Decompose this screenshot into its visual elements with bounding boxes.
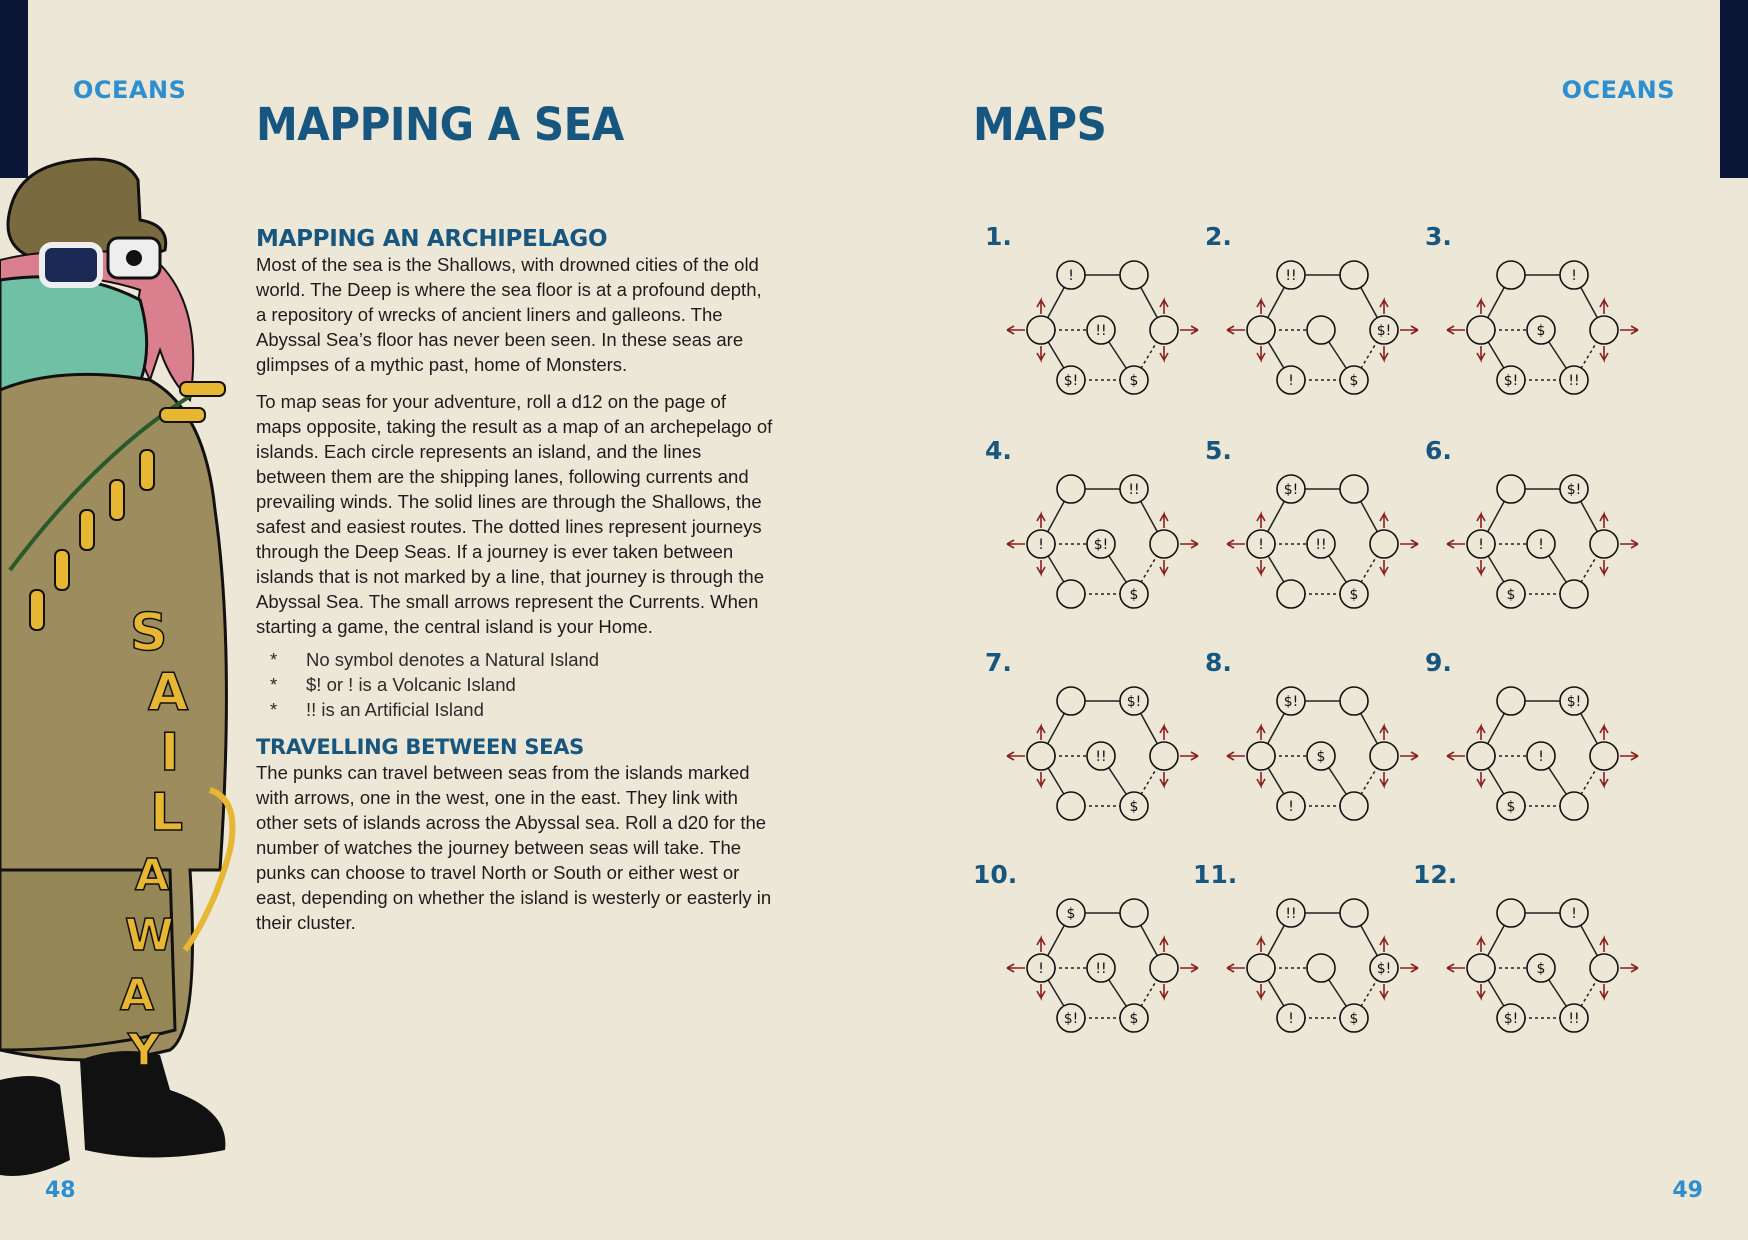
island-symbol: !	[1571, 268, 1577, 284]
map-number-label: 12.	[1413, 860, 1458, 889]
map-number-label: 4.	[985, 436, 1012, 465]
island-symbol: $!	[1126, 694, 1142, 710]
archipelago-map	[1001, 888, 1201, 1048]
island-symbol: !!	[1315, 537, 1327, 553]
island-symbol: $!	[1566, 694, 1582, 710]
map-number-label: 5.	[1205, 436, 1232, 465]
legend-item: * No symbol denotes a Natural Island	[270, 649, 600, 670]
island-symbol: !!	[1568, 373, 1580, 389]
island-symbol: $	[1316, 749, 1326, 765]
island-symbol: !!	[1095, 961, 1107, 977]
island-symbol: !!	[1568, 1011, 1580, 1027]
island-node	[1150, 954, 1178, 982]
island-symbol: !!	[1128, 482, 1140, 498]
island-symbol: $!	[1503, 1011, 1519, 1027]
island-symbol: !	[1538, 749, 1544, 765]
island-node	[1277, 580, 1305, 608]
island-symbol: !!	[1285, 906, 1297, 922]
legend-item: * !! is an Artificial Island	[270, 699, 484, 720]
island-symbol: $	[1129, 587, 1139, 603]
island-symbol: $	[1536, 323, 1546, 339]
island-symbol: $!	[1063, 373, 1079, 389]
island-node	[1120, 899, 1148, 927]
island-symbol: !	[1538, 537, 1544, 553]
archipelago-map	[1221, 464, 1421, 624]
archipelago-map	[1441, 250, 1641, 410]
archipelago-map	[1221, 888, 1421, 1048]
island-node	[1590, 742, 1618, 770]
island-symbol: $!	[1566, 482, 1582, 498]
paragraph-travelling: The punks can travel between seas from the islands marked with arrows, one in the west, one in the east. They link with other sets of islands across the Abyssal sea. Roll a d20 for the number of watches the journey between seas will take. The punks can choose to travel North or South or either west or east, depending on whether the island is westerly or easterly in their cluster.	[256, 762, 772, 933]
island-node	[1497, 261, 1525, 289]
island-node	[1057, 475, 1085, 503]
island-node	[1497, 687, 1525, 715]
svg-text:A: A	[120, 970, 155, 1021]
island-node	[1247, 316, 1275, 344]
illustration-text-s: S	[130, 603, 168, 663]
island-symbol: $!	[1283, 694, 1299, 710]
section-heading-archipelago: MAPPING AN ARCHIPELAGO	[256, 226, 608, 252]
island-node	[1307, 316, 1335, 344]
archipelago-map	[1441, 888, 1641, 1048]
island-symbol: $!	[1283, 482, 1299, 498]
island-symbol: !	[1478, 537, 1484, 553]
island-node	[1467, 742, 1495, 770]
island-node	[1247, 742, 1275, 770]
island-node	[1340, 792, 1368, 820]
archipelago-map	[1001, 464, 1201, 624]
island-node	[1150, 316, 1178, 344]
island-symbol: $!	[1093, 537, 1109, 553]
archipelago-map	[1001, 250, 1201, 410]
island-symbol: $	[1506, 799, 1516, 815]
island-symbol: $!	[1063, 1011, 1079, 1027]
island-type-legend	[270, 647, 776, 722]
island-symbol: !!	[1095, 749, 1107, 765]
island-node	[1150, 742, 1178, 770]
right-page-title: MAPS	[973, 98, 1107, 151]
archipelago-map	[1441, 676, 1641, 836]
island-node	[1467, 316, 1495, 344]
island-symbol: $!	[1376, 961, 1392, 977]
island-node	[1057, 792, 1085, 820]
island-node	[1467, 954, 1495, 982]
island-node	[1027, 742, 1055, 770]
map-number-label: 7.	[985, 648, 1012, 677]
island-symbol: $!	[1503, 373, 1519, 389]
island-symbol: !!	[1285, 268, 1297, 284]
island-symbol: !	[1571, 906, 1577, 922]
legend-item: * $! or ! is a Volcanic Island	[270, 674, 516, 695]
left-page-number: 48	[45, 1178, 76, 1203]
island-node	[1307, 954, 1335, 982]
svg-text:L: L	[150, 783, 184, 843]
archipelago-map	[1001, 676, 1201, 836]
island-node	[1560, 792, 1588, 820]
section-heading-travelling: TRAVELLING BETWEEN SEAS	[256, 735, 584, 759]
right-page-number: 49	[1672, 1178, 1703, 1203]
island-node	[1497, 475, 1525, 503]
island-node	[1590, 316, 1618, 344]
svg-text:A: A	[148, 663, 189, 723]
map-number-label: 3.	[1425, 222, 1452, 251]
island-node	[1340, 899, 1368, 927]
island-node	[1057, 580, 1085, 608]
svg-text:A: A	[135, 850, 170, 901]
right-running-head: OCEANS	[1561, 76, 1675, 104]
map-number-label: 9.	[1425, 648, 1452, 677]
island-symbol: !!	[1095, 323, 1107, 339]
island-symbol: $	[1129, 799, 1139, 815]
island-symbol: $	[1349, 1011, 1359, 1027]
island-node	[1057, 687, 1085, 715]
island-node	[1370, 742, 1398, 770]
punk-character-illustration	[0, 150, 240, 1200]
island-symbol: !	[1038, 537, 1044, 553]
island-symbol: $	[1349, 587, 1359, 603]
island-node	[1247, 954, 1275, 982]
island-symbol: !	[1258, 537, 1264, 553]
map-number-label: 11.	[1193, 860, 1238, 889]
svg-text:Y: Y	[128, 1025, 160, 1076]
island-node	[1027, 316, 1055, 344]
paragraph-mapping: To map seas for your adventure, roll a d12 on the page of maps opposite, taking the result as a map of an archepelago of islands. Each circle represents an island, and the lines between them are the shipping lanes, following currents and prevailing winds. The solid lines are through the Shallows, the safest and easiest routes. The dotted lines represent journeys through the Deep Seas. If a journey is ever taken between islands that is not marked by a line, that journey is through the Abyssal Sea. The small arrows represent the Currents. When starting a game, the central island is your Home.	[256, 391, 773, 637]
island-symbol: $	[1066, 906, 1076, 922]
island-symbol: !	[1288, 1011, 1294, 1027]
left-running-head: OCEANS	[73, 76, 187, 104]
right-corner-bar	[1720, 0, 1748, 178]
island-symbol: !	[1068, 268, 1074, 284]
island-symbol: $!	[1376, 323, 1392, 339]
island-node	[1497, 899, 1525, 927]
island-symbol: $	[1349, 373, 1359, 389]
map-number-label: 8.	[1205, 648, 1232, 677]
left-page-title: MAPPING A SEA	[256, 98, 624, 151]
map-number-label: 6.	[1425, 436, 1452, 465]
island-symbol: $	[1536, 961, 1546, 977]
island-node	[1120, 261, 1148, 289]
island-node	[1590, 530, 1618, 558]
paragraph-seas: Most of the sea is the Shallows, with drowned cities of the old world. The Deep is where the sea floor is at a profound depth, a repository of wrecks of ancient liners and galleons. The Abyssal Sea’s floor has never been seen. In these seas are glimpses of a mythic past, home of Monsters.	[256, 254, 762, 375]
island-symbol: !	[1288, 373, 1294, 389]
island-node	[1590, 954, 1618, 982]
svg-text:W: W	[125, 910, 174, 961]
island-symbol: $	[1506, 587, 1516, 603]
map-number-label: 1.	[985, 222, 1012, 251]
island-node	[1340, 475, 1368, 503]
archipelago-map	[1221, 676, 1421, 836]
island-symbol: $	[1129, 1011, 1139, 1027]
island-symbol: $	[1129, 373, 1139, 389]
map-number-label: 10.	[973, 860, 1018, 889]
svg-text:I: I	[160, 723, 180, 783]
island-symbol: !	[1038, 961, 1044, 977]
archipelago-map	[1441, 464, 1641, 624]
island-symbol: !	[1288, 799, 1294, 815]
island-node	[1150, 530, 1178, 558]
island-node	[1560, 580, 1588, 608]
left-body-column	[256, 226, 776, 947]
island-node	[1340, 687, 1368, 715]
island-node	[1370, 530, 1398, 558]
map-number-label: 2.	[1205, 222, 1232, 251]
island-node	[1340, 261, 1368, 289]
archipelago-map	[1221, 250, 1421, 410]
